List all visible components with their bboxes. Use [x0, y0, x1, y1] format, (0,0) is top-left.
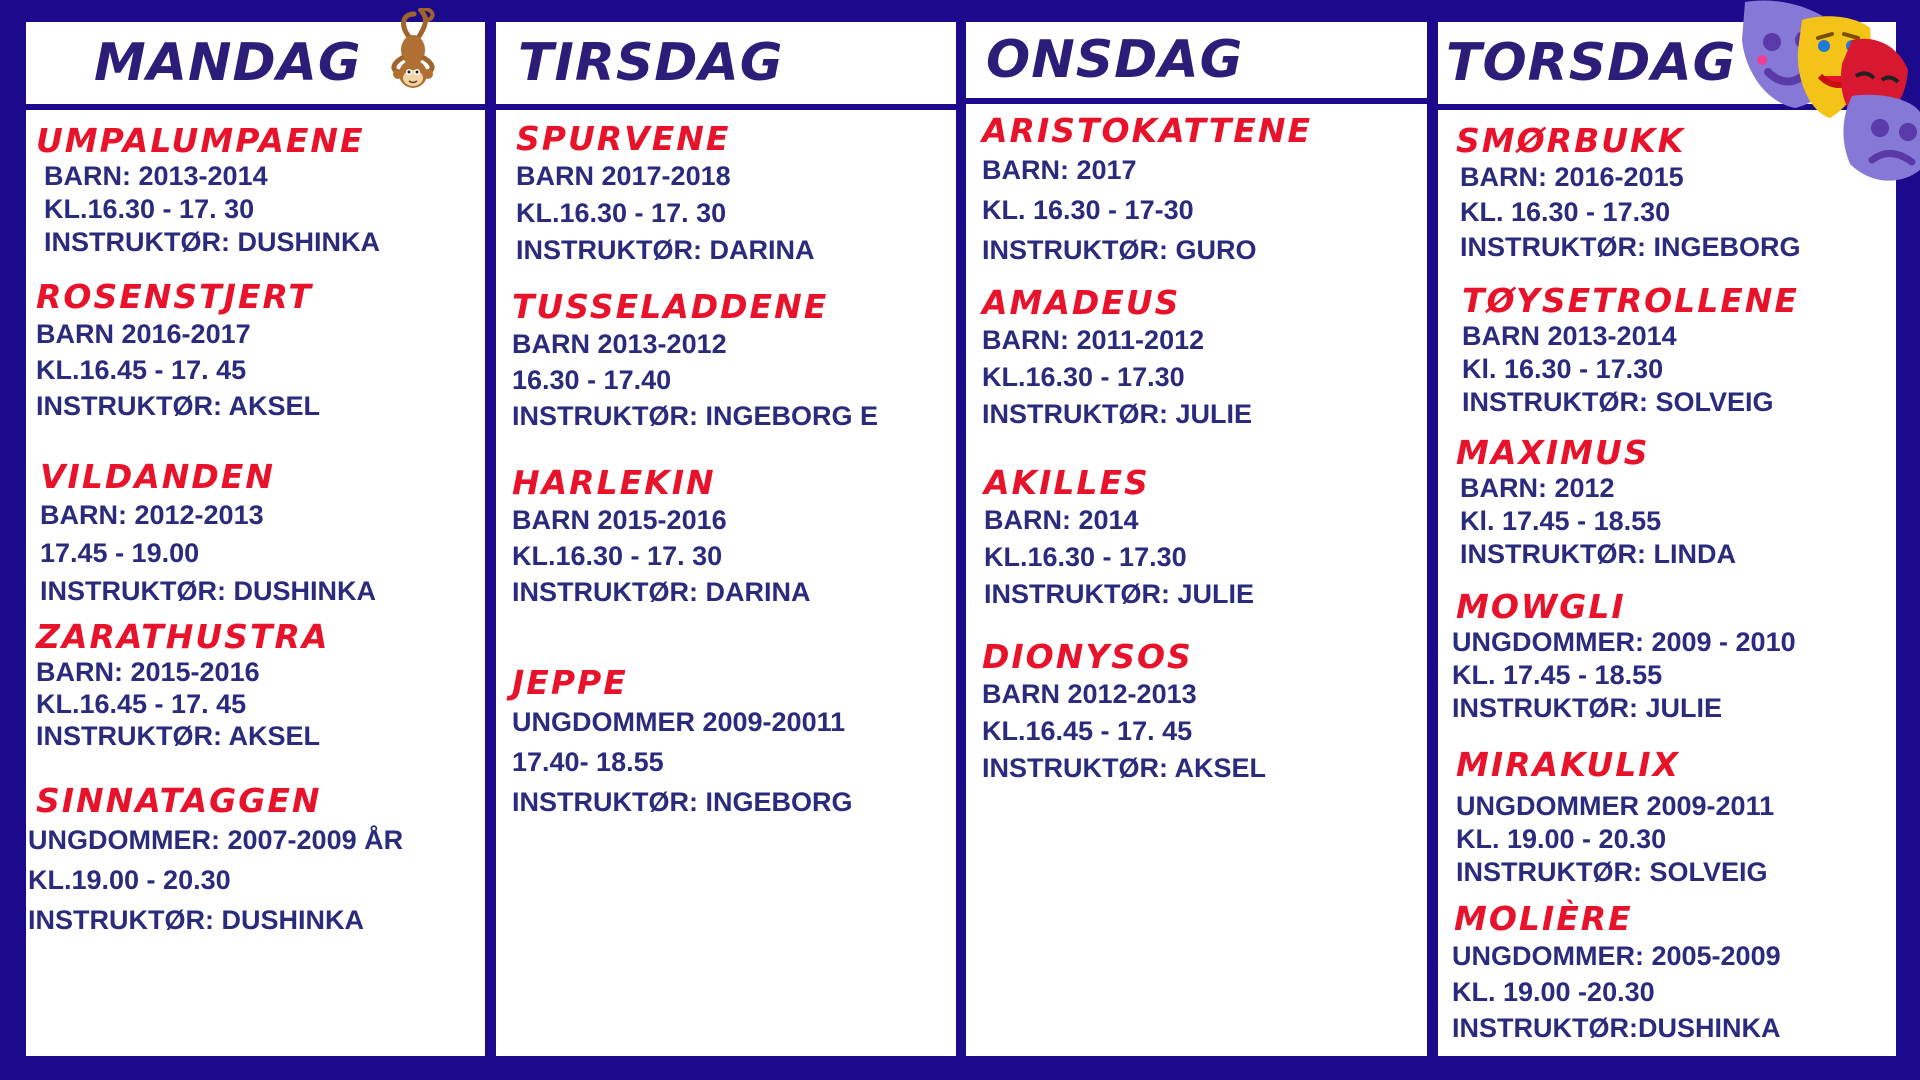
group-age: BARN 2013-2012	[512, 329, 727, 359]
group-name: TUSSELADDENE	[512, 287, 829, 326]
group-time: KL. 16.30 - 17-30	[982, 195, 1194, 225]
group-instructor: INSTRUKTØR: AKSEL	[982, 753, 1266, 783]
group-name: MOWGLI	[1456, 587, 1626, 626]
group-instructor: INSTRUKTØR: DARINA	[516, 235, 815, 265]
group-name: AMADEUS	[982, 283, 1181, 322]
group-instructor: INSTRUKTØR: JULIE	[982, 399, 1252, 429]
group-name: SMØRBUKK	[1456, 121, 1686, 160]
group-instructor: INSTRUKTØR: AKSEL	[36, 391, 320, 421]
group-age: BARN: 2013-2014	[44, 161, 268, 191]
group-instructor: INSTRUKTØR: SOLVEIG	[1456, 857, 1768, 887]
group-instructor: INSTRUKTØR: SOLVEIG	[1462, 387, 1774, 417]
group-name: VILDANDEN	[40, 457, 275, 496]
group-age: BARN 2017-2018	[516, 161, 731, 191]
group-block	[496, 464, 956, 610]
group-block	[966, 464, 1427, 613]
group-name: ARISTOKATTENE	[982, 111, 1312, 150]
day-header	[496, 22, 956, 110]
monkey-icon	[380, 8, 446, 92]
group-name: HARLEKIN	[512, 463, 716, 502]
group-instructor: INSTRUKTØR: INGEBORG	[1460, 232, 1801, 262]
day-title: TORSDAG	[1446, 33, 1737, 93]
group-block	[496, 664, 956, 822]
day-column-tirsdag	[496, 22, 956, 1056]
group-instructor: INSTRUKTØR: DARINA	[512, 577, 811, 607]
group-instructor: INSTRUKTØR:DUSHINKA	[1452, 1013, 1781, 1043]
group-age: BARN: 2015-2016	[36, 657, 260, 687]
group-block	[1438, 746, 1896, 889]
group-time: 17.45 - 19.00	[40, 538, 200, 568]
group-time: KL.16.30 - 17.30	[984, 542, 1187, 572]
group-name: AKILLES	[984, 463, 1150, 502]
group-age: UNGDOMMER: 2007-2009 ÅR	[28, 825, 404, 855]
day-column-onsdag	[966, 22, 1427, 1056]
day-column-mandag	[26, 22, 485, 1056]
group-block	[496, 120, 956, 269]
group-age: BARN: 2016-2015	[1460, 162, 1684, 192]
group-instructor: INSTRUKTØR: INGEBORG	[512, 787, 853, 817]
group-time: Kl. 17.45 - 18.55	[1460, 506, 1662, 536]
group-block	[26, 782, 485, 940]
group-instructor: INSTRUKTØR: INGEBORG E	[512, 401, 879, 431]
group-name: SINNATAGGEN	[36, 781, 322, 820]
day-title: ONSDAG	[986, 30, 1244, 90]
group-age: BARN 2016-2017	[36, 319, 251, 349]
group-name: MAXIMUS	[1456, 433, 1650, 472]
group-name: MIRAKULIX	[1456, 745, 1681, 784]
group-block	[26, 122, 485, 259]
group-instructor: INSTRUKTØR: JULIE	[1452, 693, 1722, 723]
group-time: KL.16.30 - 17. 30	[516, 198, 727, 228]
group-time: KL. 16.30 - 17.30	[1460, 197, 1671, 227]
group-name: SPURVENE	[516, 119, 731, 158]
theater-masks-icon	[1740, 0, 1920, 186]
group-time: Kl. 16.30 - 17.30	[1462, 354, 1664, 384]
group-time: KL. 19.00 -20.30	[1452, 977, 1655, 1007]
group-age: BARN: 2014	[984, 505, 1139, 535]
group-block	[26, 458, 485, 610]
day-title: MANDAG	[94, 33, 362, 93]
group-name: ROSENSTJERT	[36, 277, 313, 316]
group-time: KL.16.45 - 17. 45	[36, 689, 247, 719]
group-time: KL.19.00 - 20.30	[28, 865, 231, 895]
group-block	[966, 638, 1427, 787]
group-instructor: INSTRUKTØR: DUSHINKA	[28, 905, 364, 935]
group-block	[26, 278, 485, 424]
group-block	[1438, 900, 1896, 1046]
group-time: KL.16.45 - 17. 45	[36, 355, 247, 385]
group-age: BARN: 2017	[982, 155, 1137, 185]
group-instructor: INSTRUKTØR: DUSHINKA	[44, 227, 380, 257]
group-time: KL. 17.45 - 18.55	[1452, 660, 1663, 690]
group-block	[496, 288, 956, 434]
group-time: 16.30 - 17.40	[512, 365, 672, 395]
group-age: BARN 2015-2016	[512, 505, 727, 535]
group-instructor: INSTRUKTØR: GURO	[982, 235, 1257, 265]
day-header	[966, 22, 1427, 104]
group-block	[1438, 588, 1896, 725]
group-age: BARN 2013-2014	[1462, 321, 1677, 351]
group-time: KL.16.30 - 17. 30	[44, 194, 255, 224]
group-block	[966, 284, 1427, 433]
group-name: ZARATHUSTRA	[36, 617, 330, 656]
group-time: KL. 19.00 - 20.30	[1456, 824, 1667, 854]
group-age: BARN: 2012	[1460, 473, 1615, 503]
group-age: BARN: 2011-2012	[982, 325, 1205, 355]
group-instructor: INSTRUKTØR: JULIE	[984, 579, 1254, 609]
group-name: MOLIÈRE	[1454, 899, 1633, 938]
group-age: UNGDOMMER: 2009 - 2010	[1452, 627, 1796, 657]
group-block	[1438, 282, 1896, 419]
group-time: KL.16.30 - 17. 30	[512, 541, 723, 571]
group-block	[966, 112, 1427, 270]
group-block	[1438, 434, 1896, 571]
group-age: UNGDOMMER: 2005-2009	[1452, 941, 1781, 971]
group-age: UNGDOMMER 2009-2011	[1456, 791, 1775, 821]
group-time: 17.40- 18.55	[512, 747, 664, 777]
group-name: JEPPE	[512, 663, 628, 702]
group-instructor: INSTRUKTØR: AKSEL	[36, 721, 320, 751]
group-age: BARN: 2012-2013	[40, 500, 264, 530]
day-title: TIRSDAG	[518, 33, 784, 93]
group-name: DIONYSOS	[982, 637, 1193, 676]
group-age: UNGDOMMER 2009-20011	[512, 707, 846, 737]
group-name: UMPALUMPAENE	[36, 121, 365, 160]
group-age: BARN 2012-2013	[982, 679, 1197, 709]
group-name: TØYSETROLLENE	[1462, 281, 1799, 320]
group-instructor: INSTRUKTØR: LINDA	[1460, 539, 1736, 569]
group-block	[26, 618, 485, 752]
group-time: KL.16.30 - 17.30	[982, 362, 1185, 392]
group-time: KL.16.45 - 17. 45	[982, 716, 1193, 746]
group-instructor: INSTRUKTØR: DUSHINKA	[40, 576, 376, 606]
